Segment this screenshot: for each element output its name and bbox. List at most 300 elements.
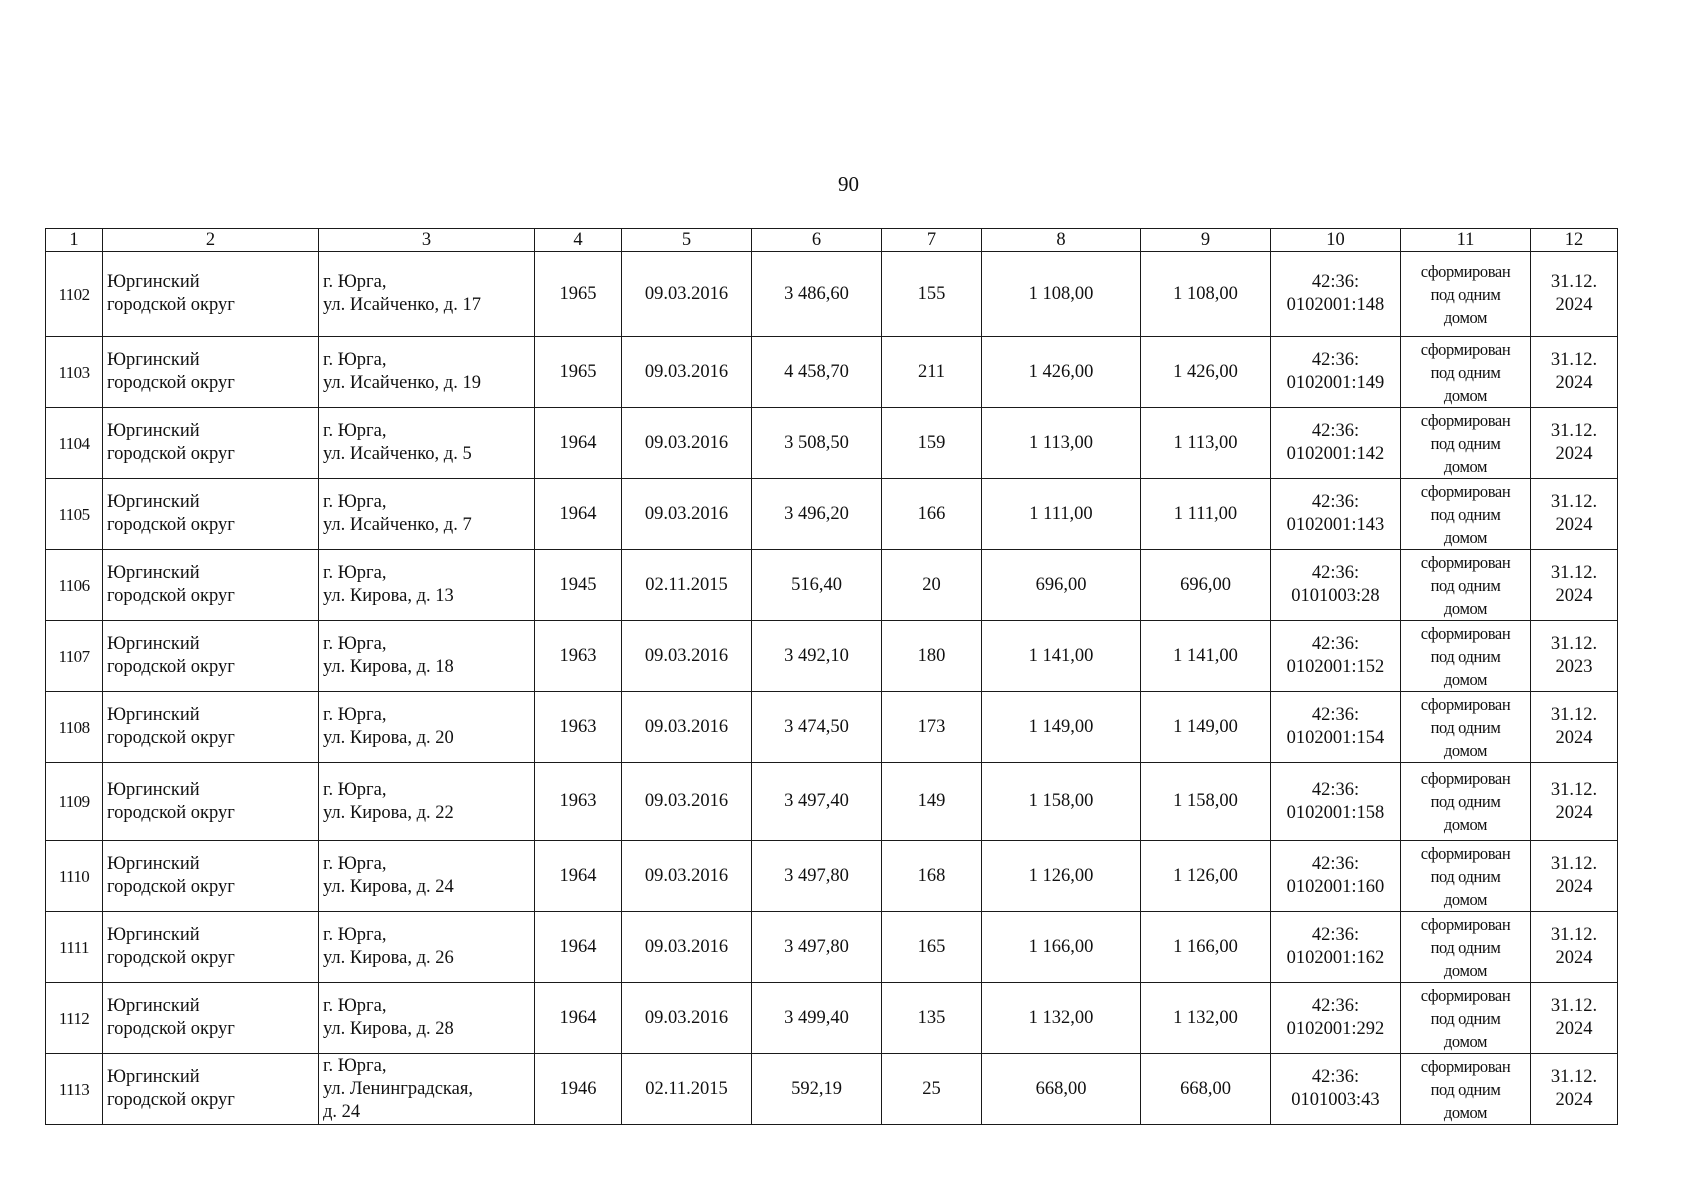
area-cell: 3 497,80: [752, 841, 882, 912]
year-cell: 1963: [535, 621, 622, 692]
cadastral-number-cell-line: 0102001:158: [1286, 802, 1385, 823]
area-cell: 3 492,10: [752, 621, 882, 692]
land-area-formed-cell: 696,00: [1141, 550, 1271, 621]
table-row: [46, 479, 1618, 550]
land-area-formed-cell: 1 132,00: [1141, 983, 1271, 1054]
land-area-cell: 1 126,00: [982, 841, 1141, 912]
page-number: 90: [838, 172, 859, 196]
table-row: [46, 841, 1618, 912]
residents-cell: 211: [882, 337, 982, 408]
land-area-formed-cell: 1 141,00: [1141, 621, 1271, 692]
address-cell: [319, 621, 535, 692]
status-cell: [1401, 621, 1531, 692]
date-cell: 09.03.2016: [622, 841, 752, 912]
status-cell-line: под одним: [1430, 792, 1501, 811]
land-area-formed-cell: 1 108,00: [1141, 252, 1271, 337]
cadastral-number-cell: [1271, 692, 1401, 763]
deadline-cell: [1531, 692, 1618, 763]
district-cell: [103, 408, 319, 479]
cadastral-number-cell-line: 42:36:: [1311, 272, 1360, 292]
deadline-cell-line: 2024: [1555, 515, 1593, 535]
address-cell-line: г. Юрга,: [323, 1055, 387, 1076]
land-area-formed-cell: 1 126,00: [1141, 841, 1271, 912]
address-cell-line: ул. Исайченко, д. 5: [323, 444, 472, 464]
residents-cell: 173: [882, 692, 982, 763]
table-row: [46, 621, 1618, 692]
address-cell-line: ул. Исайченко, д. 19: [323, 373, 481, 393]
district-cell-line: Юргинский: [107, 421, 200, 441]
land-area-cell: 696,00: [982, 550, 1141, 621]
district-cell-line: Юргинский: [107, 925, 200, 945]
deadline-cell-line: 2024: [1555, 295, 1593, 315]
deadline-cell: [1531, 841, 1618, 912]
area-cell: 3 496,20: [752, 479, 882, 550]
table-row: [46, 983, 1618, 1054]
date-cell: 09.03.2016: [622, 408, 752, 479]
year-cell: 1964: [535, 983, 622, 1054]
housing-registry-table: [45, 228, 1618, 1125]
row-number: 1107: [46, 621, 103, 692]
table-row: [46, 550, 1618, 621]
district-cell-line: Юргинский: [107, 854, 200, 874]
status-cell-line: сформирован: [1420, 985, 1511, 1005]
status-cell: [1401, 841, 1531, 912]
area-cell: 3 499,40: [752, 983, 882, 1054]
status-cell-line: домом: [1443, 456, 1488, 476]
cadastral-number-cell-line: 0102001:292: [1286, 1019, 1385, 1039]
year-cell: 1965: [535, 337, 622, 408]
status-cell-line: под одним: [1430, 717, 1501, 737]
residents-cell: 165: [882, 912, 982, 983]
deadline-cell-line: 31.12.: [1550, 563, 1598, 583]
cadastral-number-cell: [1271, 479, 1401, 550]
status-cell-line: под одним: [1430, 1008, 1501, 1028]
land-area-formed-cell: 1 158,00: [1141, 763, 1271, 841]
deadline-cell: [1531, 983, 1618, 1054]
status-cell: [1401, 692, 1531, 763]
address-cell-line: д. 24: [323, 1101, 361, 1122]
cadastral-number-cell: [1271, 621, 1401, 692]
deadline-cell-line: 31.12.: [1550, 350, 1598, 370]
date-cell: 09.03.2016: [622, 912, 752, 983]
address-cell-line: г. Юрга,: [323, 272, 387, 292]
land-area-formed-cell: 1 426,00: [1141, 337, 1271, 408]
column-header: 2: [103, 229, 319, 252]
status-cell-line: сформирован: [1420, 481, 1511, 501]
address-cell-line: ул. Ленинградская,: [323, 1078, 473, 1099]
area-cell: 3 508,50: [752, 408, 882, 479]
status-cell-line: под одним: [1430, 866, 1501, 886]
residents-cell: 166: [882, 479, 982, 550]
cadastral-number-cell-line: 42:36:: [1311, 705, 1360, 725]
cadastral-number-cell-line: 42:36:: [1311, 854, 1360, 874]
deadline-cell: [1531, 912, 1618, 983]
district-cell-line: городской округ: [107, 1090, 235, 1110]
deadline-cell-line: 2024: [1555, 728, 1593, 748]
land-area-cell: 668,00: [982, 1054, 1141, 1125]
table-row: [46, 912, 1618, 983]
address-cell-line: ул. Кирова, д. 18: [323, 657, 454, 677]
deadline-cell-line: 2024: [1555, 586, 1593, 606]
address-cell-line: г. Юрга,: [323, 705, 387, 725]
deadline-cell: [1531, 550, 1618, 621]
address-cell-line: ул. Исайченко, д. 17: [323, 295, 481, 315]
status-cell-line: под одним: [1430, 433, 1501, 453]
address-cell: [319, 763, 535, 841]
status-cell-line: сформирован: [1420, 1056, 1511, 1076]
cadastral-number-cell-line: 42:36:: [1311, 1067, 1360, 1087]
area-cell: 592,19: [752, 1054, 882, 1125]
table-row: [46, 408, 1618, 479]
deadline-cell-line: 31.12.: [1550, 854, 1598, 874]
status-cell-line: домом: [1443, 815, 1488, 834]
cadastral-number-cell-line: 0102001:152: [1286, 657, 1385, 677]
date-cell: 09.03.2016: [622, 252, 752, 337]
district-cell: [103, 621, 319, 692]
row-number: 1102: [46, 252, 103, 337]
status-cell-line: сформирован: [1420, 410, 1511, 430]
year-cell: 1964: [535, 912, 622, 983]
district-cell: [103, 983, 319, 1054]
cadastral-number-cell-line: 42:36:: [1311, 996, 1360, 1016]
residents-cell: 159: [882, 408, 982, 479]
column-header: 3: [319, 229, 535, 252]
deadline-cell-line: 2024: [1555, 877, 1593, 897]
deadline-cell: [1531, 479, 1618, 550]
deadline-cell-line: 31.12.: [1550, 1067, 1598, 1087]
residents-cell: 155: [882, 252, 982, 337]
table-row: [46, 337, 1618, 408]
land-area-cell: 1 426,00: [982, 337, 1141, 408]
status-cell-line: домом: [1443, 307, 1488, 327]
cadastral-number-cell-line: 42:36:: [1311, 492, 1360, 512]
deadline-cell-line: 2024: [1555, 373, 1593, 393]
area-cell: 4 458,70: [752, 337, 882, 408]
cadastral-number-cell-line: 0102001:162: [1286, 948, 1385, 968]
status-cell: [1401, 479, 1531, 550]
row-number: 1104: [46, 408, 103, 479]
district-cell: [103, 912, 319, 983]
district-cell: [103, 763, 319, 841]
district-cell-line: городской округ: [107, 728, 235, 748]
year-cell: 1945: [535, 550, 622, 621]
district-cell: [103, 337, 319, 408]
status-cell-line: домом: [1443, 385, 1488, 405]
address-cell: [319, 550, 535, 621]
cadastral-number-cell: [1271, 1054, 1401, 1125]
date-cell: 09.03.2016: [622, 479, 752, 550]
row-number: 1109: [46, 763, 103, 841]
district-cell-line: городской округ: [107, 657, 235, 677]
address-cell-line: г. Юрга,: [323, 350, 387, 370]
row-number: 1106: [46, 550, 103, 621]
year-cell: 1964: [535, 408, 622, 479]
district-cell: [103, 479, 319, 550]
area-cell: 3 486,60: [752, 252, 882, 337]
cadastral-number-cell: [1271, 337, 1401, 408]
status-cell-line: сформирован: [1420, 552, 1511, 572]
deadline-cell-line: 2024: [1555, 444, 1593, 464]
column-header: 8: [982, 229, 1141, 252]
deadline-cell: [1531, 621, 1618, 692]
deadline-cell: [1531, 337, 1618, 408]
address-cell-line: ул. Исайченко, д. 7: [323, 515, 472, 535]
residents-cell: 168: [882, 841, 982, 912]
row-number: 1113: [46, 1054, 103, 1125]
status-cell-line: под одним: [1430, 284, 1501, 304]
area-cell: 3 497,80: [752, 912, 882, 983]
residents-cell: 25: [882, 1054, 982, 1125]
status-cell-line: сформирован: [1420, 769, 1511, 788]
district-cell: [103, 1054, 319, 1125]
status-cell: [1401, 1054, 1531, 1125]
table-row: [46, 692, 1618, 763]
status-cell-line: сформирован: [1420, 914, 1511, 934]
district-cell-line: Юргинский: [107, 705, 200, 725]
address-cell-line: ул. Кирова, д. 26: [323, 948, 454, 968]
status-cell: [1401, 550, 1531, 621]
land-area-cell: 1 113,00: [982, 408, 1141, 479]
address-cell-line: г. Юрга,: [323, 925, 387, 945]
column-header: 7: [882, 229, 982, 252]
table-row: [46, 1054, 1618, 1125]
address-cell: [319, 252, 535, 337]
status-cell-line: сформирован: [1420, 843, 1511, 863]
cadastral-number-cell: [1271, 763, 1401, 841]
status-cell: [1401, 763, 1531, 841]
address-cell-line: г. Юрга,: [323, 421, 387, 441]
address-cell-line: г. Юрга,: [323, 779, 387, 800]
status-cell-line: домом: [1443, 1102, 1488, 1122]
cadastral-number-cell-line: 0102001:149: [1286, 373, 1385, 393]
land-area-cell: 1 141,00: [982, 621, 1141, 692]
status-cell-line: сформирован: [1420, 339, 1511, 359]
district-cell-line: Юргинский: [107, 1067, 200, 1087]
district-cell-line: Юргинский: [107, 492, 200, 512]
district-cell: [103, 550, 319, 621]
column-header: 12: [1531, 229, 1618, 252]
district-cell-line: городской округ: [107, 1019, 235, 1039]
deadline-cell-line: 2024: [1555, 1090, 1593, 1110]
cadastral-number-cell: [1271, 252, 1401, 337]
cadastral-number-cell: [1271, 841, 1401, 912]
row-number: 1105: [46, 479, 103, 550]
area-cell: 3 474,50: [752, 692, 882, 763]
district-cell-line: Юргинский: [107, 996, 200, 1016]
district-cell-line: городской округ: [107, 373, 235, 393]
deadline-cell-line: 31.12.: [1550, 421, 1598, 441]
deadline-cell-line: 31.12.: [1550, 925, 1598, 945]
residents-cell: 149: [882, 763, 982, 841]
row-number: 1111: [46, 912, 103, 983]
district-cell-line: Юргинский: [107, 563, 200, 583]
deadline-cell: [1531, 1054, 1618, 1125]
address-cell: [319, 692, 535, 763]
date-cell: 09.03.2016: [622, 983, 752, 1054]
status-cell-line: под одним: [1430, 575, 1501, 595]
address-cell-line: г. Юрга,: [323, 563, 387, 583]
address-cell: [319, 1054, 535, 1125]
status-cell-line: сформирован: [1420, 623, 1511, 643]
cadastral-number-cell-line: 0101003:43: [1291, 1090, 1380, 1110]
area-cell: 516,40: [752, 550, 882, 621]
district-cell-line: городской округ: [107, 877, 235, 897]
status-cell-line: под одним: [1430, 504, 1501, 524]
row-number: 1108: [46, 692, 103, 763]
column-header: 4: [535, 229, 622, 252]
land-area-formed-cell: 1 149,00: [1141, 692, 1271, 763]
residents-cell: 180: [882, 621, 982, 692]
status-cell: [1401, 912, 1531, 983]
status-cell-line: сформирован: [1420, 694, 1511, 714]
address-cell-line: ул. Кирова, д. 22: [323, 802, 454, 823]
status-cell: [1401, 408, 1531, 479]
address-cell-line: г. Юрга,: [323, 854, 387, 874]
address-cell: [319, 337, 535, 408]
status-cell-line: домом: [1443, 740, 1488, 760]
year-cell: 1964: [535, 479, 622, 550]
column-header: 6: [752, 229, 882, 252]
year-cell: 1964: [535, 841, 622, 912]
header-row: [46, 229, 1618, 252]
column-header: 1: [46, 229, 103, 252]
district-cell-line: Юргинский: [107, 779, 200, 800]
cadastral-number-cell-line: 42:36:: [1311, 350, 1360, 370]
address-cell-line: г. Юрга,: [323, 634, 387, 654]
status-cell: [1401, 983, 1531, 1054]
status-cell-line: под одним: [1430, 362, 1501, 382]
table-body: [46, 252, 1618, 1125]
deadline-cell: [1531, 763, 1618, 841]
date-cell: 09.03.2016: [622, 337, 752, 408]
district-cell-line: городской округ: [107, 515, 235, 535]
cadastral-number-cell-line: 0101003:28: [1291, 586, 1380, 606]
deadline-cell: [1531, 252, 1618, 337]
status-cell-line: под одним: [1430, 646, 1501, 666]
deadline-cell-line: 31.12.: [1550, 779, 1598, 800]
land-area-cell: 1 166,00: [982, 912, 1141, 983]
address-cell-line: ул. Кирова, д. 24: [323, 877, 454, 897]
deadline-cell-line: 31.12.: [1550, 634, 1598, 654]
column-header: 9: [1141, 229, 1271, 252]
land-area-formed-cell: 668,00: [1141, 1054, 1271, 1125]
address-cell: [319, 983, 535, 1054]
deadline-cell-line: 31.12.: [1550, 272, 1598, 292]
status-cell-line: домом: [1443, 669, 1488, 689]
cadastral-number-cell-line: 42:36:: [1311, 779, 1360, 800]
cadastral-number-cell: [1271, 408, 1401, 479]
status-cell: [1401, 252, 1531, 337]
district-cell: [103, 692, 319, 763]
status-cell: [1401, 337, 1531, 408]
year-cell: 1965: [535, 252, 622, 337]
district-cell: [103, 252, 319, 337]
column-header: 11: [1401, 229, 1531, 252]
row-number: 1110: [46, 841, 103, 912]
status-cell-line: домом: [1443, 1031, 1488, 1051]
year-cell: 1946: [535, 1054, 622, 1125]
address-cell-line: ул. Кирова, д. 13: [323, 586, 454, 606]
cadastral-number-cell-line: 42:36:: [1311, 421, 1360, 441]
cadastral-number-cell-line: 0102001:142: [1286, 444, 1385, 464]
land-area-cell: 1 158,00: [982, 763, 1141, 841]
land-area-formed-cell: 1 166,00: [1141, 912, 1271, 983]
cadastral-number-cell-line: 0102001:160: [1286, 877, 1385, 897]
address-cell: [319, 841, 535, 912]
address-cell-line: г. Юрга,: [323, 996, 387, 1016]
year-cell: 1963: [535, 763, 622, 841]
status-cell-line: сформирован: [1420, 261, 1511, 281]
date-cell: 09.03.2016: [622, 692, 752, 763]
year-cell: 1963: [535, 692, 622, 763]
row-number: 1103: [46, 337, 103, 408]
district-cell-line: городской округ: [107, 295, 235, 315]
residents-cell: 135: [882, 983, 982, 1054]
column-header: 10: [1271, 229, 1401, 252]
table-row: [46, 763, 1618, 841]
district-cell-line: городской округ: [107, 802, 235, 823]
row-number: 1112: [46, 983, 103, 1054]
cadastral-number-cell-line: 42:36:: [1311, 563, 1360, 583]
status-cell-line: домом: [1443, 527, 1488, 547]
deadline-cell-line: 31.12.: [1550, 996, 1598, 1016]
district-cell-line: Юргинский: [107, 350, 200, 370]
district-cell-line: Юргинский: [107, 634, 200, 654]
land-area-formed-cell: 1 111,00: [1141, 479, 1271, 550]
cadastral-number-cell-line: 42:36:: [1311, 925, 1360, 945]
cadastral-number-cell: [1271, 912, 1401, 983]
land-area-formed-cell: 1 113,00: [1141, 408, 1271, 479]
column-header: 5: [622, 229, 752, 252]
land-area-cell: 1 149,00: [982, 692, 1141, 763]
deadline-cell-line: 2023: [1555, 657, 1593, 677]
cadastral-number-cell: [1271, 550, 1401, 621]
district-cell-line: городской округ: [107, 586, 235, 606]
district-cell-line: Юргинский: [107, 272, 200, 292]
status-cell-line: под одним: [1430, 937, 1501, 957]
date-cell: 09.03.2016: [622, 621, 752, 692]
land-area-cell: 1 111,00: [982, 479, 1141, 550]
status-cell-line: домом: [1443, 598, 1488, 618]
cadastral-number-cell-line: 0102001:154: [1286, 728, 1385, 748]
cadastral-number-cell: [1271, 983, 1401, 1054]
address-cell: [319, 479, 535, 550]
date-cell: 02.11.2015: [622, 1054, 752, 1125]
district-cell-line: городской округ: [107, 444, 235, 464]
date-cell: 09.03.2016: [622, 763, 752, 841]
address-cell: [319, 408, 535, 479]
date-cell: 02.11.2015: [622, 550, 752, 621]
cadastral-number-cell-line: 0102001:148: [1286, 295, 1385, 315]
status-cell-line: под одним: [1430, 1079, 1501, 1099]
cadastral-number-cell-line: 42:36:: [1311, 634, 1360, 654]
district-cell: [103, 841, 319, 912]
district-cell-line: городской округ: [107, 948, 235, 968]
address-cell-line: г. Юрга,: [323, 492, 387, 512]
land-area-cell: 1 108,00: [982, 252, 1141, 337]
deadline-cell: [1531, 408, 1618, 479]
residents-cell: 20: [882, 550, 982, 621]
land-area-cell: 1 132,00: [982, 983, 1141, 1054]
deadline-cell-line: 2024: [1555, 1019, 1593, 1039]
address-cell-line: ул. Кирова, д. 28: [323, 1019, 454, 1039]
status-cell-line: домом: [1443, 889, 1488, 909]
table-row: [46, 252, 1618, 337]
address-cell-line: ул. Кирова, д. 20: [323, 728, 454, 748]
area-cell: 3 497,40: [752, 763, 882, 841]
status-cell-line: домом: [1443, 960, 1488, 980]
deadline-cell-line: 31.12.: [1550, 705, 1598, 725]
